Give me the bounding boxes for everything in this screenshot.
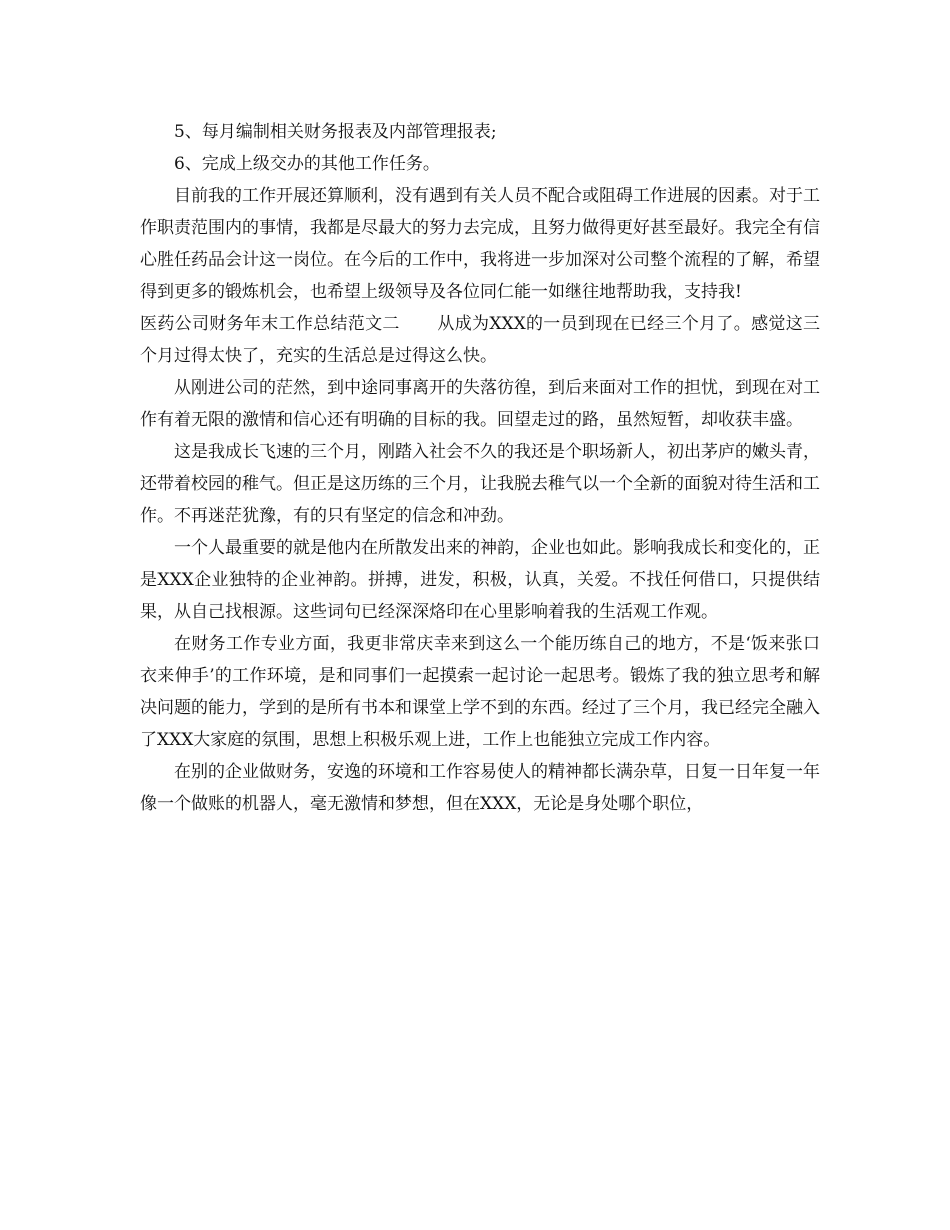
section-first-text: 从成为XXX的一员到现在已经三个月了。感觉这三个月过得太快了，充实的生活总是过得这么快。 <box>140 314 821 366</box>
paragraph-reflection: 从刚进公司的茫然，到中途同事离开的失落彷徨，到后来面对工作的担忧，到现在对工作有着无限的激情和信心还有明确的目标的我。回望走过的路，虽然短暂，却收获丰盛。 <box>140 378 820 430</box>
paragraph-company-spirit: 一个人最重要的就是他内在所散发出来的神韵，企业也如此。影响我成长和变化的，正是XXX企业独特的企业神韵。拼搏，进发，积极，认真，关爱。不找任何借口，只提供结果，从自己找根源。这些词句已经深深烙印在心里影响着我的生活观工作观。 <box>140 538 820 622</box>
document-body <box>140 116 820 820</box>
section-title: 医药公司财务年末工作总结范文二 <box>140 314 400 334</box>
paragraph-growth: 这是我成长飞速的三个月，刚踏入社会不久的我还是个职场新人，初出茅庐的嫩头青，还带着校园的稚气。但正是这历练的三个月，让我脱去稚气以一个全新的面貌对待生活和工作。不再迷茫犹豫，有的只有坚定的信念和冲劲。 <box>140 442 820 526</box>
paragraph-comparison: 在别的企业做财务，安逸的环境和工作容易使人的精神都长满杂草，日复一日年复一年像一个做账的机器人，毫无激情和梦想，但在XXX，无论是身处哪个职位， <box>140 762 820 814</box>
paragraph-finance-work: 在财务工作专业方面，我更非常庆幸来到这么一个能历练自己的地方，不是‘饭来张口衣来伸手’的工作环境，是和同事们一起摸索一起讨论一起思考。锻炼了我的独立思考和解决问题的能力，学到的是所有书本和课堂上学不到的东西。经过了三个月，我已经完全融入了XXX大家庭的氛围，思想上积极乐观上进，工作上也能独立完成工作内容。 <box>140 634 820 750</box>
paragraph-current-work: 目前我的工作开展还算顺利，没有遇到有关人员不配合或阻碍工作进展的因素。对于工作职责范围内的事情，我都是尽最大的努力去完成，且努力做得更好甚至最好。我完全有信心胜任药品会计这一岗位。在今后的工作中，我将进一步加深对公司整个流程的了解，希望得到更多的锻炼机会，也希望上级领导及各位同仁能一如继往地帮助我，支持我! <box>140 186 820 302</box>
list-item-6: 6、完成上级交办的其他工作任务。 <box>174 154 440 174</box>
list-item-5: 5、每月编制相关财务报表及内部管理报表; <box>174 122 497 142</box>
section-heading-line <box>140 308 820 372</box>
